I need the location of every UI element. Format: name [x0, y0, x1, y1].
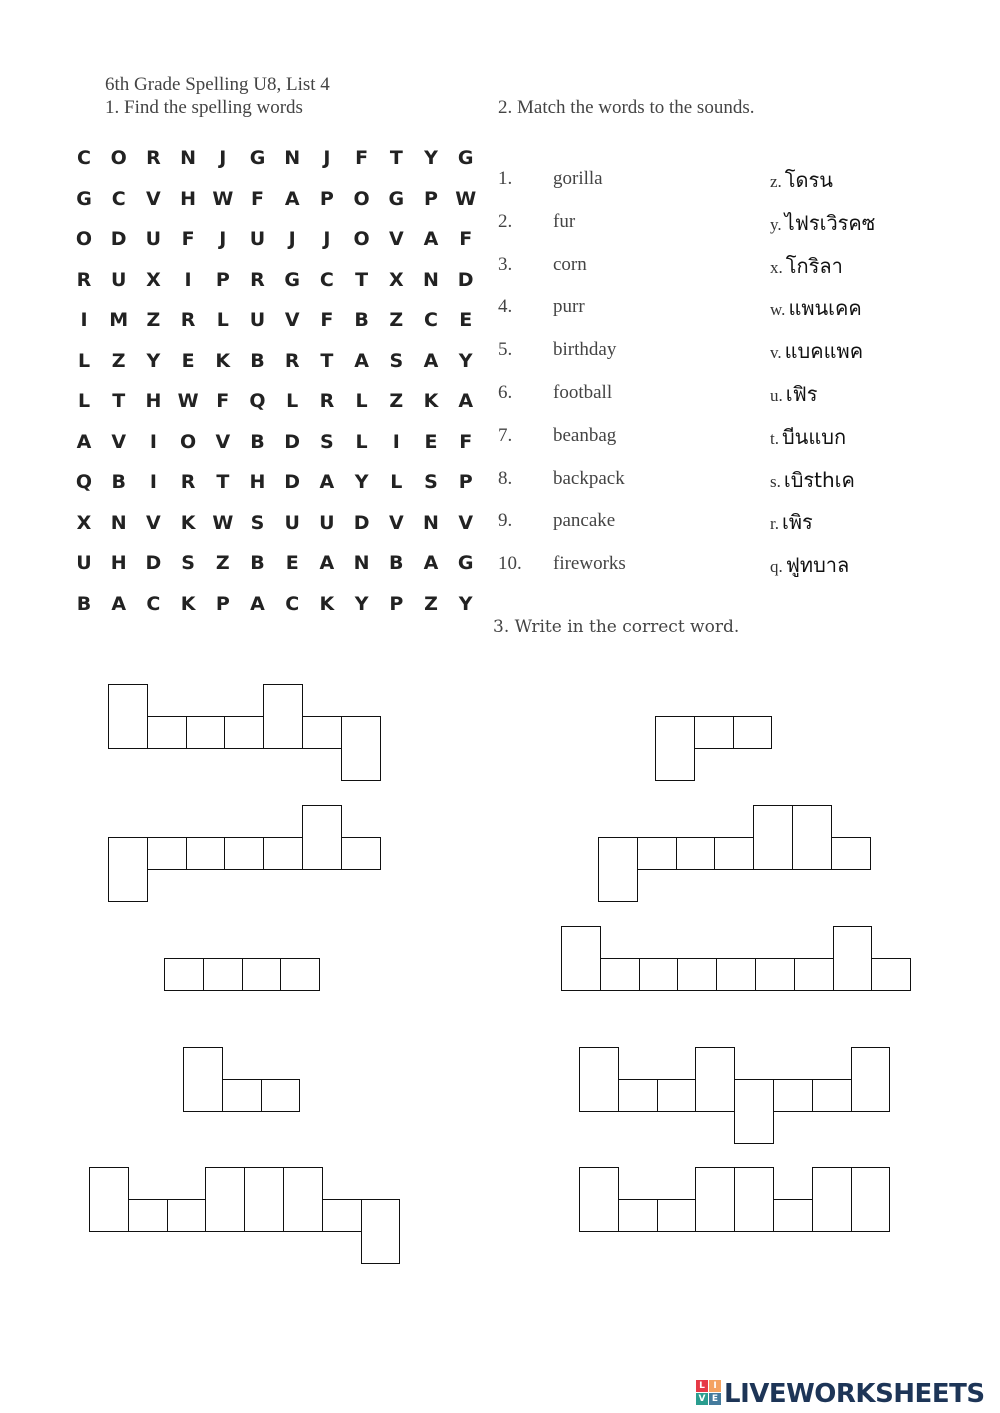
letter-box[interactable] [714, 837, 754, 870]
letter-box[interactable] [164, 958, 204, 991]
grid-letter[interactable]: R [146, 147, 161, 169]
grid-letter[interactable]: M [109, 309, 129, 331]
letter-box[interactable] [186, 716, 226, 749]
letter-box[interactable] [224, 716, 264, 749]
grid-letter[interactable]: L [77, 349, 91, 372]
grid-letter[interactable]: R [180, 471, 196, 493]
grid-letter[interactable]: S [250, 511, 265, 534]
grid-letter[interactable]: D [284, 430, 301, 453]
letter-box[interactable] [361, 1199, 401, 1264]
grid-letter[interactable]: T [112, 390, 126, 412]
grid-letter[interactable]: N [284, 147, 301, 169]
grid-letter[interactable]: W [455, 187, 477, 210]
grid-letter[interactable]: R [250, 268, 265, 291]
match-letter: t. [770, 428, 779, 448]
match-thai-sound: บีนแบก [781, 424, 847, 449]
match-word: fur [553, 210, 576, 232]
grid-letter[interactable]: O [180, 430, 197, 453]
match-thai-sound: เบิรthเค [783, 467, 855, 492]
letter-box[interactable] [283, 1167, 323, 1232]
grid-letter[interactable]: Z [146, 309, 161, 331]
grid-letter[interactable]: Y [458, 592, 473, 615]
letter-box[interactable] [341, 837, 381, 870]
letter-box[interactable] [794, 958, 834, 991]
grid-letter[interactable]: D [284, 471, 301, 493]
grid-letter[interactable]: R [284, 349, 300, 372]
match-number: 3. [498, 253, 513, 275]
grid-letter[interactable]: A [76, 430, 92, 453]
match-thai-sound: เพิร [781, 510, 813, 535]
letter-box[interactable] [203, 958, 243, 991]
grid-letter[interactable]: Z [215, 552, 230, 574]
grid-letter[interactable]: V [215, 430, 231, 453]
grid-letter[interactable]: F [181, 228, 195, 250]
grid-letter[interactable]: E [181, 349, 195, 372]
grid-letter[interactable]: U [110, 268, 127, 291]
grid-letter[interactable]: L [390, 471, 403, 493]
grid-letter[interactable]: V [388, 228, 404, 250]
grid-letter[interactable]: Y [424, 147, 438, 169]
letter-box[interactable] [108, 684, 148, 749]
grid-letter[interactable]: A [423, 552, 439, 574]
section-write-heading: 3. Write in the correct word. [493, 617, 740, 637]
grid-letter[interactable]: A [354, 349, 369, 372]
liveworksheets-mark-icon: L I V E [696, 1380, 722, 1406]
match-word: fireworks [553, 553, 626, 575]
grid-letter[interactable]: W [212, 187, 234, 210]
grid-letter[interactable]: D [353, 511, 370, 534]
grid-letter[interactable]: Y [354, 592, 369, 615]
grid-letter[interactable]: N [423, 511, 439, 534]
grid-letter[interactable]: V [388, 511, 404, 534]
match-number: 9. [498, 510, 513, 532]
grid-letter[interactable]: D [145, 552, 162, 574]
match-number: 2. [498, 210, 513, 232]
letter-box[interactable] [89, 1167, 129, 1232]
grid-letter[interactable]: U [249, 228, 266, 250]
grid-letter[interactable]: K [423, 390, 439, 412]
letter-box[interactable] [812, 1079, 852, 1112]
grid-letter[interactable]: P [215, 592, 230, 615]
grid-letter[interactable]: P [215, 268, 230, 291]
grid-letter[interactable]: V [146, 511, 161, 534]
match-letter: y. [770, 214, 782, 234]
grid-letter[interactable]: T [355, 268, 369, 291]
grid-letter[interactable]: I [184, 268, 192, 291]
letter-box[interactable] [734, 1079, 774, 1144]
match-word: purr [553, 296, 585, 318]
grid-letter[interactable]: Y [354, 471, 369, 493]
match-word: corn [553, 253, 587, 275]
grid-letter[interactable]: C [285, 592, 300, 615]
match-word: backpack [553, 467, 625, 489]
grid-letter[interactable]: C [319, 268, 334, 291]
letter-box[interactable] [851, 1167, 891, 1232]
grid-letter[interactable]: L [216, 309, 229, 331]
grid-letter[interactable]: L [286, 390, 299, 412]
grid-letter[interactable]: J [288, 228, 296, 250]
match-thai-sound: แพนเคค [788, 296, 862, 321]
letter-box[interactable] [637, 837, 677, 870]
letter-box[interactable] [302, 805, 342, 870]
grid-letter[interactable]: N [110, 511, 127, 534]
letter-box[interactable] [579, 1167, 619, 1232]
letter-box[interactable] [579, 1047, 619, 1112]
match-number: 8. [498, 467, 513, 489]
letter-box[interactable] [341, 716, 381, 781]
grid-letter[interactable]: C [111, 187, 126, 210]
grid-letter[interactable]: J [323, 228, 331, 250]
letter-box[interactable] [183, 1047, 223, 1112]
grid-letter[interactable]: I [80, 309, 88, 331]
grid-letter[interactable]: U [76, 552, 92, 574]
grid-letter[interactable]: L [77, 390, 91, 412]
grid-letter[interactable]: A [284, 187, 300, 210]
letter-box[interactable] [657, 1199, 697, 1232]
match-number: 10. [498, 553, 522, 575]
letter-box[interactable] [322, 1199, 362, 1232]
grid-letter[interactable]: B [250, 349, 265, 372]
grid-letter[interactable]: K [215, 349, 231, 372]
letter-box[interactable] [657, 1079, 697, 1112]
grid-letter[interactable]: B [250, 552, 265, 574]
grid-letter[interactable]: S [389, 349, 404, 372]
match-letter: r. [770, 514, 779, 534]
worksheet-title: 6th Grade Spelling U8, List 4 [105, 74, 330, 95]
grid-letter[interactable]: X [388, 268, 404, 291]
grid-letter[interactable]: C [424, 309, 438, 331]
grid-letter[interactable]: L [355, 430, 368, 453]
letter-box[interactable] [755, 958, 795, 991]
letter-box[interactable] [205, 1167, 245, 1232]
grid-letter[interactable]: E [285, 552, 299, 574]
match-letter: s. [770, 471, 781, 491]
grid-letter[interactable]: H [249, 471, 266, 493]
grid-letter[interactable]: I [149, 471, 157, 493]
grid-letter[interactable]: O [353, 228, 370, 250]
grid-letter[interactable]: W [212, 511, 234, 534]
letter-box[interactable] [639, 958, 679, 991]
letter-box[interactable] [244, 1167, 284, 1232]
grid-letter[interactable]: C [146, 592, 161, 615]
match-number: 7. [498, 424, 513, 446]
match-word: football [553, 382, 613, 403]
grid-letter[interactable]: R [180, 309, 196, 331]
grid-letter[interactable]: N [180, 147, 197, 169]
letter-box[interactable] [618, 1199, 658, 1232]
grid-letter[interactable]: D [457, 268, 474, 291]
grid-letter[interactable]: E [424, 430, 438, 453]
grid-letter[interactable]: N [423, 268, 439, 291]
grid-letter[interactable]: A [423, 228, 439, 250]
grid-letter[interactable]: A [319, 471, 335, 493]
letter-box[interactable] [733, 716, 773, 749]
grid-letter[interactable]: R [76, 268, 92, 291]
grid-letter[interactable]: W [177, 390, 199, 412]
letter-box[interactable] [792, 805, 832, 870]
match-thai-sound: ไฟรเวิรคซ [784, 210, 876, 235]
letter-box[interactable] [600, 958, 640, 991]
grid-letter[interactable]: K [319, 592, 335, 615]
letter-box[interactable] [147, 716, 187, 749]
match-number: 6. [498, 382, 513, 403]
letter-box[interactable] [677, 958, 717, 991]
letter-box[interactable] [263, 684, 303, 749]
grid-letter[interactable]: P [424, 187, 438, 210]
grid-letter[interactable]: Y [146, 349, 161, 372]
grid-letter[interactable]: B [76, 592, 92, 615]
grid-letter[interactable]: B [250, 430, 265, 453]
grid-letter[interactable]: J [219, 228, 227, 250]
grid-letter[interactable]: X [146, 268, 161, 291]
grid-letter[interactable]: Q [249, 390, 266, 412]
section-match-heading: 2. Match the words to the sounds. [498, 97, 755, 118]
grid-letter[interactable]: V [146, 187, 161, 210]
letter-box[interactable] [773, 1199, 813, 1232]
letter-box[interactable] [676, 837, 716, 870]
grid-letter[interactable]: U [284, 511, 300, 534]
letter-box[interactable] [694, 716, 734, 749]
grid-letter[interactable]: Z [389, 309, 404, 331]
letter-box[interactable] [280, 958, 320, 991]
grid-letter[interactable]: T [389, 147, 403, 169]
match-word: birthday [553, 339, 617, 361]
grid-letter[interactable]: A [319, 552, 335, 574]
grid-letter[interactable]: G [457, 147, 474, 169]
match-number: 4. [498, 296, 513, 318]
grid-letter[interactable]: N [353, 552, 370, 574]
match-word: pancake [553, 510, 616, 532]
letter-box[interactable] [812, 1167, 852, 1232]
match-word: beanbag [553, 424, 617, 446]
match-letter: u. [770, 386, 783, 405]
letter-box[interactable] [242, 958, 282, 991]
letter-box[interactable] [261, 1079, 301, 1112]
grid-letter[interactable]: Q [75, 471, 93, 493]
grid-letter[interactable]: U [319, 511, 335, 534]
letter-box[interactable] [734, 1167, 774, 1232]
letter-box[interactable] [773, 1079, 813, 1112]
letter-box[interactable] [224, 837, 264, 870]
grid-letter[interactable]: B [389, 552, 404, 574]
grid-letter[interactable]: G [249, 147, 266, 169]
letter-box[interactable] [128, 1199, 168, 1232]
letter-box[interactable] [167, 1199, 207, 1232]
grid-letter[interactable]: F [320, 309, 334, 331]
letter-box[interactable] [871, 958, 911, 991]
grid-letter[interactable]: V [284, 309, 300, 331]
match-letter: v. [770, 343, 782, 363]
letter-box[interactable] [598, 837, 638, 902]
letter-box[interactable] [851, 1047, 891, 1112]
letter-box[interactable] [186, 837, 226, 870]
grid-letter[interactable]: S [424, 471, 438, 493]
match-word: gorilla [553, 168, 603, 189]
grid-letter[interactable]: P [458, 471, 473, 493]
match-thai-sound: โกริลา [785, 253, 843, 278]
grid-letter[interactable]: B [354, 309, 369, 331]
grid-letter[interactable]: F [459, 228, 473, 250]
grid-letter[interactable]: B [111, 471, 126, 493]
grid-letter[interactable]: T [216, 471, 230, 493]
brand-name: LIVEWORKSHEETS [724, 1379, 985, 1409]
grid-letter[interactable]: Z [389, 390, 404, 412]
match-thai-sound: โดรน [784, 168, 833, 192]
grid-letter[interactable]: Z [111, 349, 126, 372]
grid-letter[interactable]: I [392, 430, 400, 453]
grid-letter[interactable]: F [459, 430, 473, 453]
grid-letter[interactable]: D [110, 228, 127, 250]
grid-letter[interactable]: F [251, 187, 264, 210]
grid-letter[interactable]: A [423, 349, 439, 372]
grid-letter[interactable]: G [457, 552, 474, 574]
grid-letter[interactable]: A [250, 592, 265, 615]
grid-letter[interactable]: I [149, 430, 157, 453]
grid-letter[interactable]: S [320, 430, 334, 453]
grid-letter[interactable]: J [323, 147, 331, 169]
grid-letter[interactable]: F [355, 147, 369, 169]
grid-letter[interactable]: U [249, 309, 266, 331]
letter-box[interactable] [833, 926, 873, 991]
grid-letter[interactable]: G [284, 268, 300, 291]
grid-letter[interactable]: C [77, 147, 91, 169]
letter-box[interactable] [753, 805, 793, 870]
match-letter: z. [770, 172, 782, 191]
letter-box[interactable] [695, 1167, 735, 1232]
grid-letter[interactable]: L [355, 390, 368, 412]
match-letter: w. [770, 300, 786, 320]
letter-box[interactable] [655, 716, 695, 781]
grid-letter[interactable]: V [111, 430, 127, 453]
match-letter: x. [770, 257, 783, 277]
grid-letter[interactable]: O [75, 228, 93, 250]
letter-box[interactable] [831, 837, 871, 870]
grid-letter[interactable]: F [216, 390, 230, 412]
match-thai-sound: ฟูทบาล [785, 553, 850, 578]
grid-letter[interactable]: A [458, 390, 474, 412]
match-number: 5. [498, 339, 513, 361]
letter-box[interactable] [108, 837, 148, 902]
letter-box[interactable] [222, 1079, 262, 1112]
letter-box[interactable] [695, 1047, 735, 1112]
grid-letter[interactable]: O [110, 147, 127, 169]
grid-letter[interactable]: J [219, 147, 227, 169]
letter-box[interactable] [561, 926, 601, 991]
grid-letter[interactable]: R [319, 390, 335, 412]
grid-letter[interactable]: A [111, 592, 127, 615]
letter-box[interactable] [147, 837, 187, 870]
grid-letter[interactable]: K [180, 511, 196, 534]
grid-letter[interactable]: Y [458, 349, 473, 372]
letter-box[interactable] [263, 837, 303, 870]
grid-letter[interactable]: H [180, 187, 197, 210]
section-find-words-heading: 1. Find the spelling words [105, 97, 303, 118]
grid-letter[interactable]: V [458, 511, 474, 534]
grid-letter[interactable]: H [110, 552, 127, 574]
grid-letter[interactable]: P [319, 187, 334, 210]
grid-letter[interactable]: H [145, 390, 162, 412]
grid-letter[interactable]: G [388, 187, 405, 210]
grid-letter[interactable]: K [180, 592, 196, 615]
grid-letter[interactable]: E [459, 309, 473, 331]
liveworksheets-logo [696, 1378, 996, 1410]
grid-letter[interactable]: P [389, 592, 404, 615]
grid-letter[interactable]: G [76, 187, 92, 210]
match-thai-sound: เฟิร [785, 382, 818, 406]
letter-box[interactable] [618, 1079, 658, 1112]
grid-letter[interactable]: U [145, 228, 162, 250]
grid-letter[interactable]: S [181, 552, 195, 574]
grid-letter[interactable]: T [320, 349, 334, 372]
letter-box[interactable] [716, 958, 756, 991]
match-letter: q. [770, 557, 783, 577]
letter-box[interactable] [302, 716, 342, 749]
grid-letter[interactable]: Z [424, 592, 438, 615]
match-thai-sound: แบคแพค [784, 339, 864, 364]
grid-letter[interactable]: O [353, 187, 370, 210]
grid-letter[interactable]: X [76, 511, 92, 534]
match-number: 1. [498, 168, 513, 189]
